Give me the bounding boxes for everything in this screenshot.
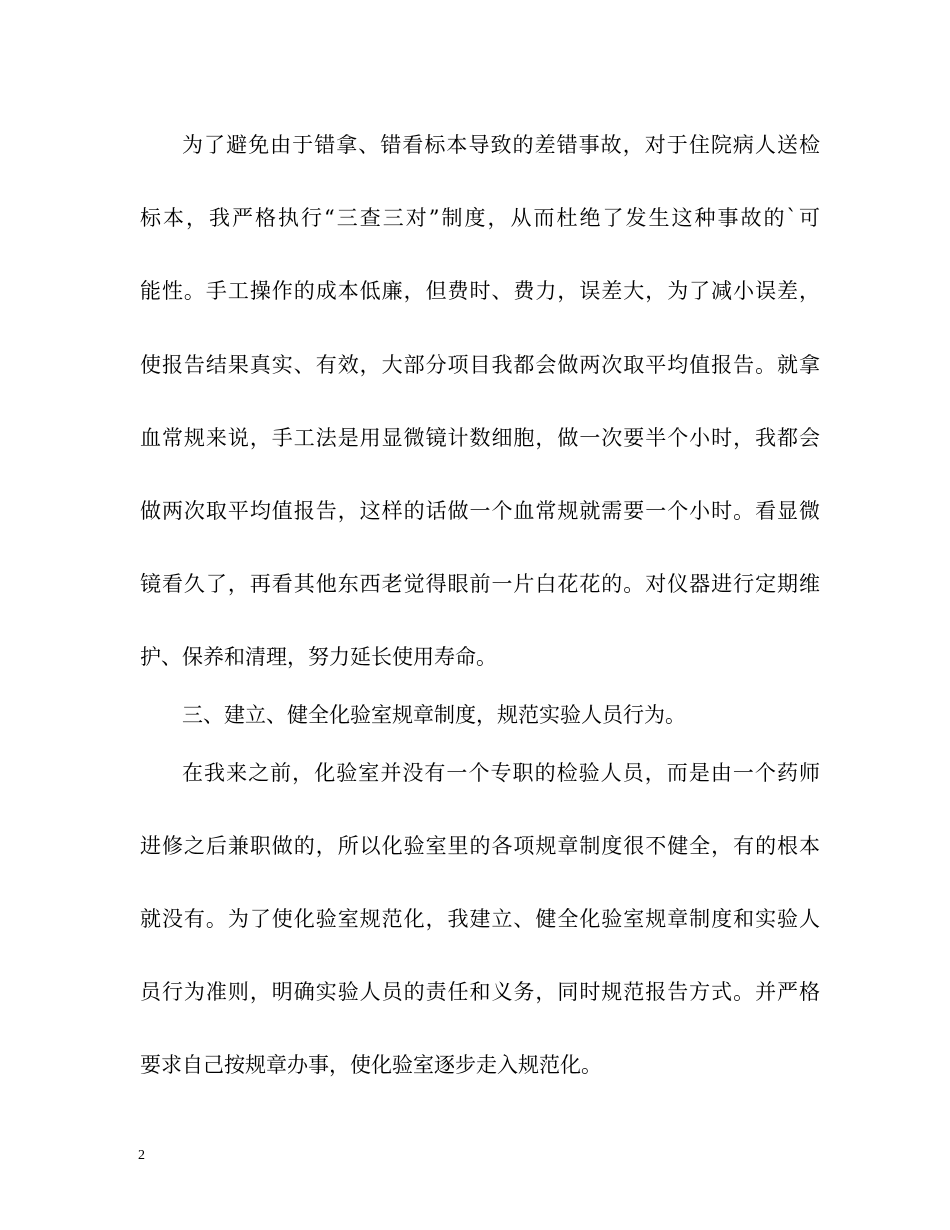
paragraph-1-line-8: 护、保养和清理，努力延长使用寿命。 (140, 645, 497, 669)
paragraph-2-line-3: 就没有。为了使化验室规范化，我建立、健全化验室规章制度和实验人 (140, 907, 820, 931)
paragraph-1-line-3: 能性。手工操作的成本低廉，但费时、费力，误差大，为了减小误差， (140, 279, 820, 303)
paragraph-1-line-7: 镜看久了，再看其他东西老觉得眼前一片白花花的。对仪器进行定期维 (140, 572, 820, 596)
page-number: 2 (138, 1148, 145, 1163)
section-heading: 三、建立、健全化验室规章制度，规范实验人员行为。 (182, 703, 686, 727)
paragraph-1-line-4: 使报告结果真实、有效，大部分项目我都会做两次取平均值报告。就拿 (140, 353, 820, 377)
paragraph-1-line-6: 做两次取平均值报告，这样的话做一个血常规就需要一个小时。看显微 (140, 499, 820, 523)
paragraph-1-line-5: 血常规来说，手工法是用显微镜计数细胞，做一次要半个小时，我都会 (140, 426, 820, 450)
paragraph-2-line-4: 员行为准则，明确实验人员的责任和义务，同时规范报告方式。并严格 (140, 980, 820, 1004)
paragraph-1-line-1: 为了避免由于错拿、错看标本导致的差错事故，对于住院病人送检 (182, 133, 820, 157)
paragraph-2-line-1: 在我来之前，化验室并没有一个专职的检验人员，而是由一个药师 (182, 761, 820, 785)
paragraph-1-line-2: 标本，我严格执行“三查三对”制度，从而杜绝了发生这种事故的`可 (140, 206, 820, 230)
paragraph-2-line-5: 要求自己按规章办事，使化验室逐步走入规范化。 (140, 1053, 602, 1077)
paragraph-2-line-2: 进修之后兼职做的，所以化验室里的各项规章制度很不健全，有的根本 (140, 834, 820, 858)
